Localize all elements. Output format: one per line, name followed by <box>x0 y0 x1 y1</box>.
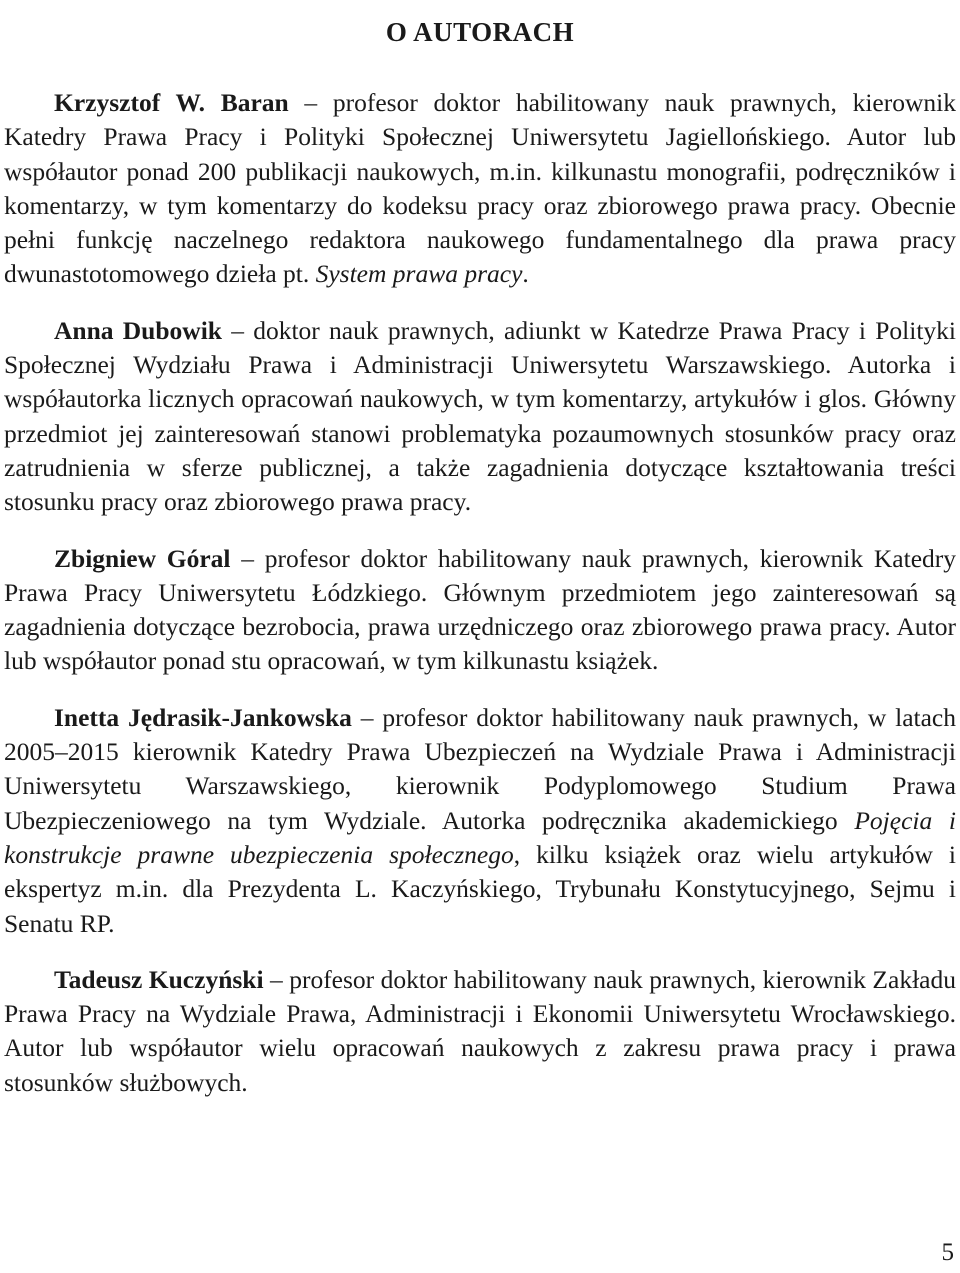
bio-inetta-jedrasik-jankowska <box>4 701 956 941</box>
page-number: 5 <box>941 1239 954 1266</box>
page-title: O AUTORACH <box>385 17 575 48</box>
author-name: Anna Dubowik <box>54 315 222 345</box>
bio-text: – profesor doktor habilitowany nauk prawnych, kierownik Katedry Prawa Pracy Uniwersytetu Łódzkiego. Głównym przedmiotem jego zainteresowań są zagadnienia dotyczące bezrobocia, prawa urzędniczego oraz zbiorowego prawa pracy. Autor lub współautor ponad stu opracowań, w tym kilkunastu książek. <box>4 543 957 676</box>
bio-krzysztof-baran <box>4 86 956 292</box>
bio-anna-dubowik <box>4 314 956 520</box>
bio-text: – profesor doktor habilitowany nauk prawnych, kierownik Zakładu Prawa Pracy na Wydziale Prawa, Administracji i Ekonomii Uniwersytetu Wrocławskiego. Autor lub współautor wielu opracowań naukowych z zakresu prawa pracy i prawa stosunków służbowych. <box>4 964 956 1097</box>
bio-zbigniew-goral <box>4 542 956 679</box>
bio-text: – profesor doktor habilitowany nauk prawnych, kierownik Katedry Prawa Pracy i Polityki Społecznej Uniwersytetu Jagiellońskiego. Autor lub współautor ponad 200 publikacji naukowych, m.in. kilkunastu monografii, podręczników i komentarzy, w tym komentarzy do kodeksu pracy oraz zbiorowego prawa pracy. Obecnie pełni funkcję naczelnego redaktora naukowego fundamentalnego dla prawa pracy dwunastotomowego dzieła pt. <box>4 88 956 289</box>
author-name: Inetta Jędrasik-Jankowska <box>54 702 352 732</box>
bio-text: – doktor nauk prawnych, adiunkt w Katedrze Prawa Pracy i Polityki Społecznej Wydziału Prawa i Administracji Uniwersytetu Warszawskiego. Autorka i współautorka licznych opracowań naukowych, w tym komentarzy, artykułów i glos. Główny przedmiot jej zainteresowań stanowi problematyka pozaumownych stosunków pracy oraz zatrudnienia w sferze publicznej, a także zagadnienia dotyczące kształtowania treści stosunku pracy oraz zbiorowego prawa pracy. <box>4 315 956 517</box>
author-name: Tadeusz Kuczyński <box>54 964 264 994</box>
bio-tadeusz-kuczynski <box>4 963 956 1100</box>
bio-text-end: . <box>522 259 529 289</box>
book-title: Pojęcia i konstrukcje prawne ubezpieczenia społecznego <box>4 805 956 869</box>
author-name: Krzysztof W. Baran <box>54 88 289 117</box>
author-name: Zbigniew Góral <box>54 543 231 573</box>
author-bios <box>4 86 956 1122</box>
bio-text-end: , kilku książek oraz wielu artykułów i ekspertyz m.in. dla Prezydenta L. Kaczyńskiego, Trybunału Konstytucyjnego, Sejmu i Senatu RP. <box>4 839 956 938</box>
book-title: System prawa pracy <box>315 259 523 289</box>
bio-text: – profesor doktor habilitowany nauk prawnych, w latach 2005–2015 kierownik Katedry Prawa Ubezpieczeń na Wydziale Prawa i Administracji Uniwersytetu Warszawskiego, kierownik Podyplomowego Studium Prawa Ubezpieczeniowego na tym Wydziale. Autorka podręcznika akademickiego <box>4 702 956 835</box>
